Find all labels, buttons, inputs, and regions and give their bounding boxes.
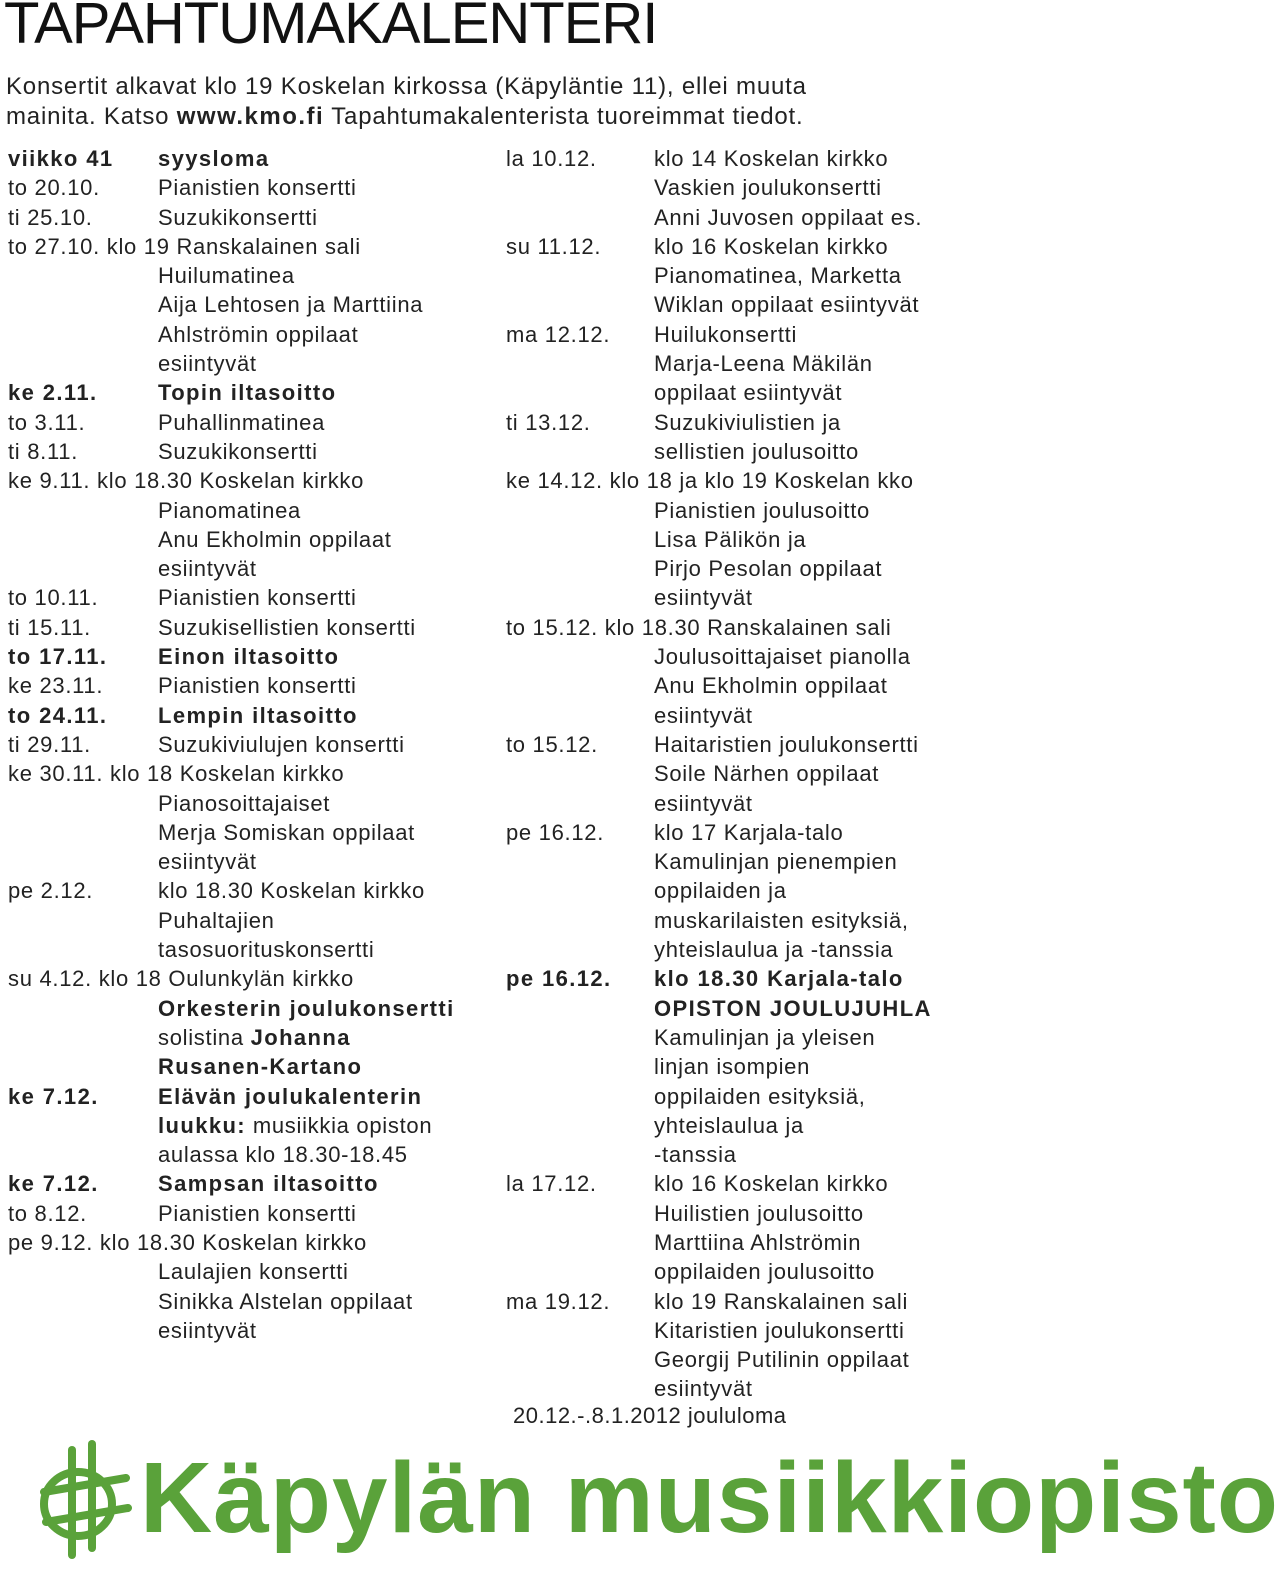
calendar-entry	[506, 964, 958, 1169]
intro-line-1: Konsertit alkavat klo 19 Koskelan kirkossa (Käpyläntie 11), ellei muuta	[6, 73, 807, 100]
calendar-entry	[8, 466, 498, 583]
entry-detail: oppilaiden ja	[654, 878, 787, 904]
entry-date: ke 23.11.	[8, 673, 104, 699]
entry-title: Suzukisellistien konsertti	[158, 614, 416, 640]
entry-detail: Huilistien joulusoitto	[654, 1200, 864, 1226]
calendar-entry	[8, 173, 498, 202]
calendar-entry	[8, 642, 498, 671]
entry-detail-text: musiikkia opiston	[246, 1112, 433, 1138]
entry-row	[8, 1082, 498, 1111]
entry-date: pe 16.12.	[506, 966, 612, 992]
calendar-entry	[8, 701, 498, 730]
entry-detail: yhteislaulua ja -tanssia	[654, 937, 894, 963]
entry-title: Pianistien konsertti	[158, 175, 357, 201]
calendar-entry	[8, 583, 498, 612]
calendar-entry	[506, 613, 958, 730]
calendar-entry	[8, 1082, 498, 1170]
calendar-entry	[8, 964, 498, 1081]
entry-title: Suzukikonsertti	[158, 438, 318, 464]
entry-detail: esiintyvät	[158, 351, 257, 377]
entry-title: Pianistien konsertti	[158, 585, 357, 611]
entry-date: pe 2.12.	[8, 878, 94, 904]
entry-detail: Kitaristien joulukonsertti	[654, 1317, 905, 1343]
entry-detail: oppilaat esiintyvät	[654, 380, 843, 406]
entry-detail: OPISTON JOULUJUHLA	[654, 995, 932, 1021]
entry-date: ke 7.12.	[8, 1171, 99, 1197]
entry-detail: Laulajien konsertti	[158, 1259, 349, 1285]
entry-date: ke 2.11.	[8, 380, 98, 406]
entry-heading: pe 9.12. klo 18.30 Koskelan kirkko	[8, 1229, 367, 1255]
calendar-entry	[506, 818, 958, 964]
entry-row	[506, 1169, 958, 1198]
calendar-entry	[8, 1169, 498, 1198]
entry-detail: esiintyvät	[654, 790, 753, 816]
intro-line-2	[6, 102, 946, 132]
entry-detail: Kamulinjan ja yleisen	[654, 1024, 876, 1050]
entry-date: to 15.12.	[506, 731, 598, 757]
entry-date: viikko 41	[8, 146, 114, 171]
entry-detail: Pianosoittajaiset	[158, 790, 331, 816]
entry-date: to 10.11.	[8, 585, 99, 611]
entry-detail: Pianistien joulusoitto	[654, 497, 870, 523]
entry-detail: -tanssia	[654, 1142, 737, 1168]
entry-detail: Orkesterin joulukonsertti	[158, 995, 455, 1021]
website-link[interactable]: www.kmo.fi	[176, 103, 325, 130]
entry-date: to 17.11.	[8, 644, 108, 670]
entry-row	[506, 408, 958, 437]
entry-date: ti 25.10.	[8, 204, 93, 230]
entry-row	[506, 730, 958, 759]
entry-heading: to 27.10. klo 19 Ranskalainen sali	[8, 233, 361, 259]
entry-detail: esiintyvät	[654, 585, 753, 611]
entry-row	[8, 876, 498, 905]
entry-date: la 17.12.	[506, 1171, 597, 1197]
entry-detail: Puhaltajien	[158, 907, 275, 933]
entry-detail: esiintyvät	[654, 702, 753, 728]
entry-detail: Anu Ekholmin oppilaat	[654, 673, 888, 699]
entry-detail: aulassa klo 18.30-18.45	[158, 1142, 408, 1168]
entry-detail: Anni Juvosen oppilaat es.	[654, 204, 923, 230]
entry-row	[506, 1287, 958, 1316]
entry-date: to 8.12.	[8, 1200, 87, 1226]
entry-row	[506, 144, 958, 173]
entry-date: ma 12.12.	[506, 321, 611, 347]
calendar-entry	[8, 730, 498, 759]
entry-date: ti 29.11.	[8, 731, 91, 757]
entry-title: Einon iltasoitto	[158, 644, 340, 670]
entry-detail: Aija Lehtosen ja Marttiina	[158, 292, 424, 318]
entry-title: Lempin iltasoitto	[158, 702, 358, 728]
entry-row	[506, 232, 958, 261]
calendar-entry	[506, 730, 958, 818]
entry-heading: ke 30.11. klo 18 Koskelan kirkko	[8, 761, 345, 787]
calendar-entry	[8, 613, 498, 642]
entry-heading: to 15.12. klo 18.30 Ranskalainen sali	[506, 614, 892, 640]
calendar-entry	[8, 671, 498, 700]
entry-detail: esiintyvät	[654, 1376, 753, 1402]
entry-date: ma 19.12.	[506, 1288, 611, 1314]
soloist-surname: Rusanen-Kartano	[158, 1054, 363, 1080]
entry-detail: Marja-Leena Mäkilän	[654, 351, 873, 377]
entry-row	[506, 818, 958, 847]
entry-title: klo 18.30 Karjala-talo	[654, 966, 904, 992]
entry-title: Pianistien konsertti	[158, 1200, 357, 1226]
calendar-entry	[506, 1287, 958, 1404]
entry-detail: esiintyvät	[158, 849, 257, 875]
entry-detail: Lisa Pälikön ja	[654, 526, 807, 552]
entry-detail: esiintyvät	[158, 556, 257, 582]
entry-detail: Marttiina Ahlströmin	[654, 1229, 862, 1255]
entry-date: to 20.10.	[8, 175, 100, 201]
calendar-entry	[8, 1228, 498, 1345]
entry-detail: Soile Närhen oppilaat	[654, 761, 880, 787]
entry-detail: Wiklan oppilaat esiintyvät	[654, 292, 920, 318]
entry-title: Suzukiviulujen konsertti	[158, 731, 405, 757]
entry-detail: Georgij Putilinin oppilaat	[654, 1347, 910, 1373]
entry-detail: tasosuorituskonsertti	[158, 937, 375, 963]
entry-detail: Joulusoittajaiset pianolla	[654, 644, 911, 670]
intro-text-post: Tapahtumakalenterista tuoreimmat tiedot.	[324, 103, 804, 130]
calendar-entry	[506, 232, 958, 320]
entry-title: Pianistien konsertti	[158, 673, 357, 699]
entry-detail: Vaskien joulukonsertti	[654, 175, 882, 201]
entry-title: klo 18.30 Koskelan kirkko	[158, 878, 425, 904]
calendar-entry	[506, 408, 958, 467]
entry-heading: su 4.12. klo 18 Oulunkylän kirkko	[8, 966, 354, 992]
calendar-entry	[8, 437, 498, 466]
entry-heading: ke 9.11. klo 18.30 Koskelan kirkko	[8, 468, 365, 494]
entry-title: klo 16 Koskelan kirkko	[654, 233, 889, 259]
entry-title: Puhallinmatinea	[158, 409, 326, 435]
entry-title: Haitaristien joulukonsertti	[654, 731, 919, 757]
entry-detail: esiintyvät	[158, 1317, 257, 1343]
entry-title: klo 16 Koskelan kirkko	[654, 1171, 889, 1197]
entry-detail	[8, 1023, 498, 1052]
soloist-name: Johanna	[250, 1024, 351, 1050]
entry-title: Topin iltasoitto	[158, 380, 337, 406]
entry-detail: Ahlströmin oppilaat	[158, 321, 359, 347]
calendar-entry	[8, 144, 498, 173]
entry-detail: Sinikka Alstelan oppilaat	[158, 1288, 413, 1314]
entry-title: Huilukonsertti	[654, 321, 798, 347]
entry-title: klo 17 Karjala-talo	[654, 819, 844, 845]
entry-date: la 10.12.	[506, 146, 597, 171]
calendar-entry	[506, 144, 958, 232]
entry-detail	[8, 1111, 498, 1140]
entry-heading: ke 14.12. klo 18 ja klo 19 Koskelan kko	[506, 468, 914, 494]
entry-title: Sampsan iltasoitto	[158, 1171, 379, 1197]
intro-text-pre: mainita. Katso	[6, 103, 177, 130]
school-logo	[30, 1430, 1279, 1570]
calendar-entry	[8, 203, 498, 232]
entry-date: to 3.11.	[8, 409, 86, 435]
entry-date: ti 13.12.	[506, 409, 591, 435]
calendar-entry	[8, 876, 498, 964]
entry-date: ke 7.12.	[8, 1083, 99, 1109]
calendar-entry	[8, 378, 498, 407]
entry-title: Elävän joulukalenterin	[158, 1083, 423, 1109]
page-title: TAPAHTUMAKALENTERI	[4, 0, 658, 56]
entry-date: ti 15.11.	[8, 614, 91, 640]
holiday-note: 20.12.-.8.1.2012 joululoma	[513, 1403, 787, 1428]
entry-detail: Pianomatinea	[158, 497, 301, 523]
entry-date: su 11.12.	[506, 233, 602, 259]
entry-detail: oppilaiden joulusoitto	[654, 1259, 875, 1285]
entry-detail-bold: luukku:	[158, 1112, 247, 1138]
entry-title: syysloma	[158, 146, 270, 171]
entry-detail: Merja Somiskan oppilaat	[158, 819, 415, 845]
calendar-column-left	[8, 144, 498, 1345]
entry-date: pe 16.12.	[506, 819, 605, 845]
entry-detail: Pianomatinea, Marketta	[654, 263, 902, 289]
entry-title: klo 19 Ranskalainen sali	[654, 1288, 909, 1314]
calendar-entry	[8, 759, 498, 876]
calendar-entry	[8, 232, 498, 378]
entry-detail: muskarilaisten esityksiä,	[654, 907, 909, 933]
entry-detail: oppilaiden esityksiä,	[654, 1083, 866, 1109]
music-note-logo-icon	[30, 1430, 140, 1570]
entry-title: Suzukikonsertti	[158, 204, 318, 230]
calendar-column-right	[506, 144, 958, 1404]
entry-title: klo 14 Koskelan kirkko	[654, 146, 889, 171]
calendar-entry	[506, 466, 958, 612]
entry-detail: Anu Ekholmin oppilaat	[158, 526, 392, 552]
logo-text: Käpylän musiikkiopisto	[140, 1442, 1279, 1554]
entry-detail: Kamulinjan pienempien	[654, 849, 898, 875]
entry-row	[506, 320, 958, 349]
intro-text	[6, 72, 946, 132]
calendar-entry	[8, 1199, 498, 1228]
entry-detail: Pirjo Pesolan oppilaat	[654, 556, 883, 582]
entry-detail: Huilumatinea	[158, 263, 295, 289]
calendar-entry	[506, 320, 958, 408]
calendar-entry	[8, 408, 498, 437]
entry-date: ti 8.11.	[8, 438, 79, 464]
entry-detail: sellistien joulusoitto	[654, 438, 859, 464]
entry-date: to 24.11.	[8, 702, 108, 728]
entry-detail: linjan isompien	[654, 1054, 811, 1080]
entry-detail-text: solistina	[158, 1024, 251, 1050]
entry-row	[506, 964, 958, 993]
entry-detail: yhteislaulua ja	[654, 1112, 804, 1138]
entry-title: Suzukiviulistien ja	[654, 409, 841, 435]
calendar-entry	[506, 1169, 958, 1286]
